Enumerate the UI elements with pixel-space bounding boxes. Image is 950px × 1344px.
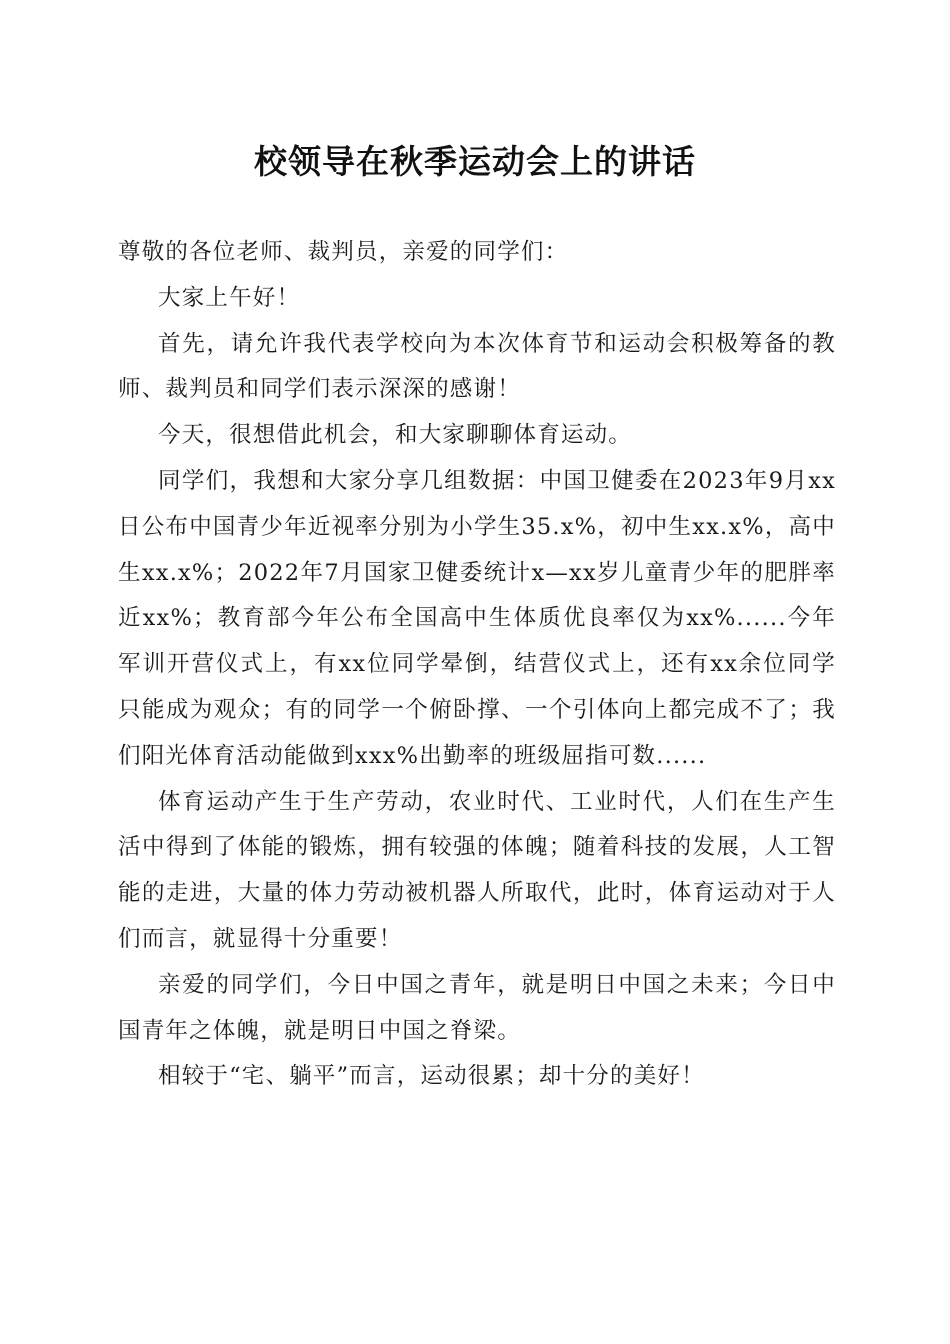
paragraph-topic: 今天，很想借此机会，和大家聊聊体育运动。 <box>158 422 633 449</box>
paragraph-sports-origin: 体育运动产生于生产劳动，农业时代、工业时代，人们在生产生活中得到了体能的锻炼，拥有较强的体魄；随着科技的发展，人工智能的走进，大量的体力劳动被机器人所取代，此时，体育运动对于人们而言，就显得十分重要！ <box>118 788 836 952</box>
salutation: 尊敬的各位老师、裁判员，亲爱的同学们： <box>118 239 569 265</box>
document-title: 校领导在秋季运动会上的讲话 <box>254 142 696 181</box>
paragraph-statistics: 同学们，我想和大家分享几组数据：中国卫健委在2023年9月xx日公布中国青少年近视率分别为小学生35.x%，初中生xx.x%，高中生xx.x%；2022年7月国家卫健委统计x—xx岁儿童青少年的肥胖率近xx%；教育部今年公布全国高中生体质优良率仅为xx%......今年军训开营仪式上，有xx位同学晕倒，结营仪式上，还有xx余位同学只能成为观众；有的同学一个俯卧撑、一个引体向上都完成不了；我们阳光体育活动能做到xxx%出勤率的班级屈指可数...... <box>118 467 836 769</box>
paragraph-closing: 相较于“宅、躺平”而言，运动很累；却十分的美好！ <box>158 1063 705 1090</box>
document-body <box>118 230 836 1100</box>
paragraph-youth: 亲爱的同学们，今日中国之青年，就是明日中国之未来；今日中国青年之体魄，就是明日中国之脊梁。 <box>118 971 836 1044</box>
paragraph-thanks: 首先，请允许我代表学校向为本次体育节和运动会积极筹备的教师、裁判员和同学们表示深深的感谢！ <box>118 330 836 403</box>
paragraph-greeting: 大家上午好！ <box>158 284 301 311</box>
